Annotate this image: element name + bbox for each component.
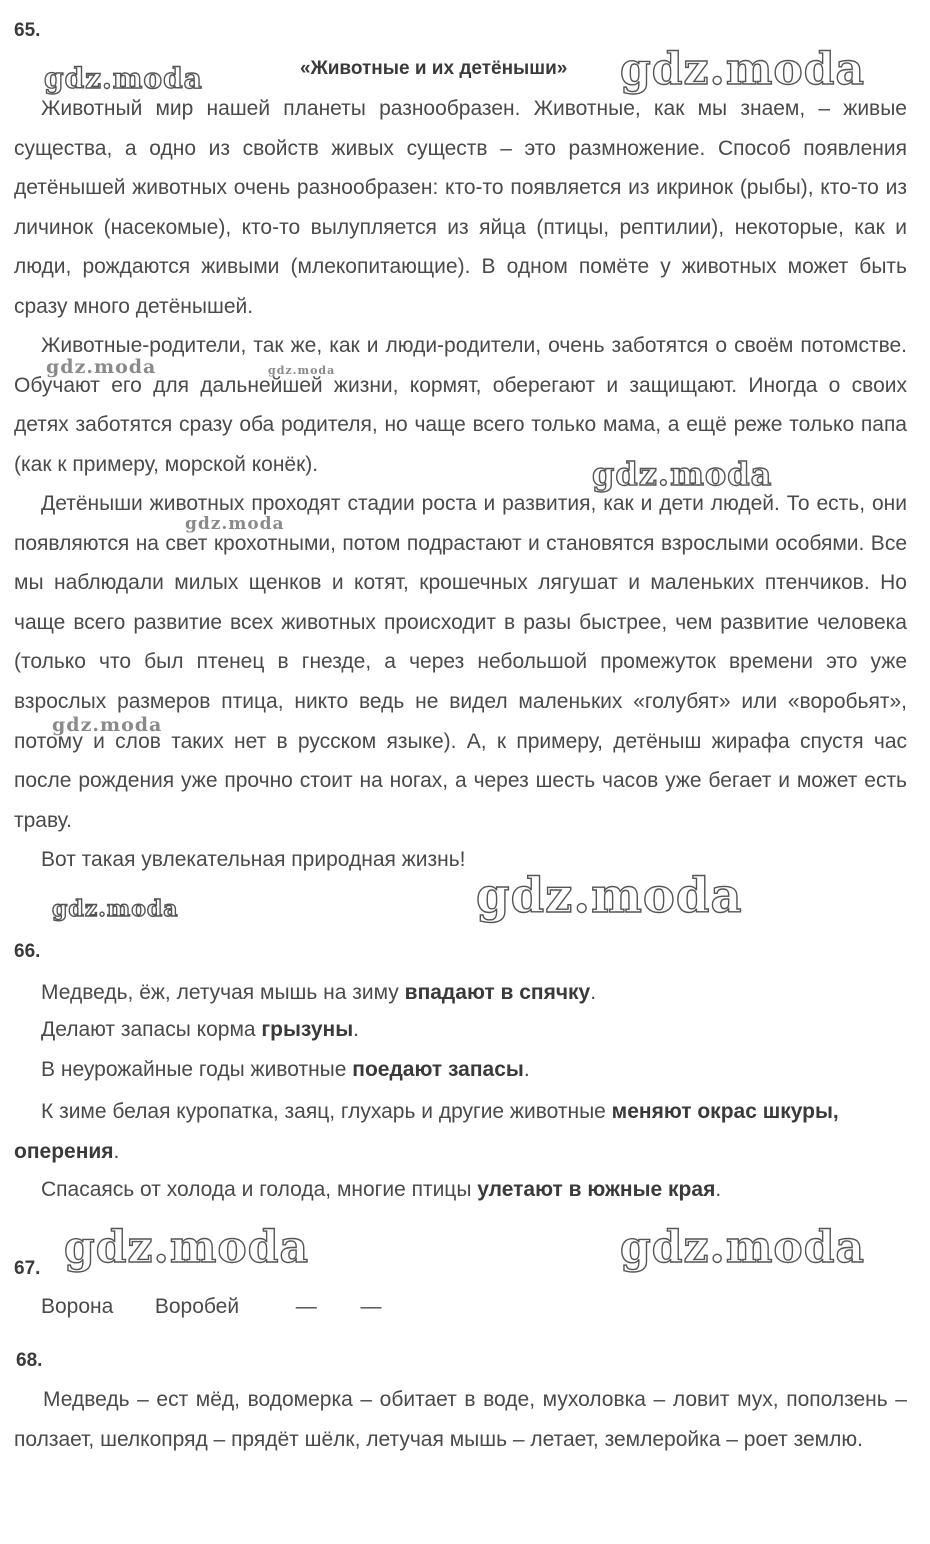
answer-bold: поедают запасы: [352, 1058, 524, 1081]
watermark: gdz.moda: [44, 62, 203, 95]
task-number-65: 65.: [14, 20, 41, 41]
paragraph-4: Вот такая увлекательная природная жизнь!: [41, 848, 466, 871]
answer-bold: впадают в спячку: [404, 981, 591, 1004]
bird-item: Ворона: [41, 1295, 114, 1318]
bird-item: Воробей: [154, 1295, 240, 1318]
watermark: gdz.moda: [185, 514, 285, 534]
answer-line-migrate: Спасаясь от холода и голода, многие птицы улетают в южные края.: [41, 1178, 722, 1201]
watermark: gdz.moda: [592, 455, 773, 493]
dash-item: —: [295, 1295, 317, 1318]
bird-list: [41, 1292, 382, 1322]
watermark: gdz.moda: [52, 714, 163, 736]
paragraph-1: Животный мир нашей планеты разнообразен. Животные, как мы знаем, – живые существа, а одно из свойств живых существ – это размножение. Способ появления детёнышей животных очень разнообразен: кто-то появляется из икринок (рыбы), кто-то из личинок (насекомые), кто-то вылупляется из яйца (птицы, рептилии), некоторые, как и люди, рождаются живыми (млекопитающие). В одном помёте у животных может быть сразу много детёнышей.: [14, 97, 907, 318]
watermark: gdz.moda: [476, 868, 743, 924]
answer-line-hibernate: Медведь, ёж, летучая мышь на зиму впадают в спячку.: [41, 981, 597, 1004]
paragraph-3: Детёныши животных проходят стадии роста и развития, как и дети людей. То есть, они появляются на свет крохотными, потом подрастают и становятся взрослыми особями. Все мы наблюдали милых щенков и котят, крошечных лягушат и маленьких птенчиков. Но чаще всего развитие всех животных происходит в разы быстрее, чем развитие человека (только что был птенец в гнезде, а через небольшой промежуток времени это уже взрослых размеров птица, никто ведь не видел маленьких «голубят» или «воробьят», потому и слов таких нет в русском языке). А, к примеру, детёныш жирафа спустя час после рождения уже прочно стоит на ногах, а через шесть часов уже бегает и может есть траву.: [14, 492, 907, 832]
task-number-67: 67.: [14, 1258, 41, 1279]
paragraph-68: Медведь – ест мёд, водомерка – обитает в воде, мухоловка – ловит мух, поползень – ползает, шелкопряд – прядёт шёлк, летучая мышь – летает, землеройка – роет землю.: [14, 1388, 907, 1451]
watermark: gdz.moda: [46, 356, 157, 378]
answer-line-reserves: В неурожайные годы животные поедают запасы.: [41, 1058, 530, 1081]
answer-bold: грызуны: [261, 1018, 354, 1041]
task-number-68: 68.: [16, 1350, 43, 1371]
watermark: gdz.moda: [620, 44, 866, 95]
watermark: gdz.moda: [268, 364, 336, 377]
answer-line-rodents: Делают запасы корма грызуны.: [41, 1018, 359, 1041]
task-number-66: 66.: [14, 941, 41, 962]
essay-title: «Животные и их детёныши»: [300, 58, 568, 79]
watermark: gdz.moda: [52, 896, 179, 922]
answer-line-color-change: К зиме белая куропатка, заяц, глухарь и другие животные меняют окрас шкуры, оперения.: [14, 1100, 839, 1163]
answer-bold: меняют окрас шкуры, оперения: [14, 1100, 839, 1163]
paragraph-2: Животные-родители, так же, как и люди-родители, очень заботятся о своём потомстве. Обучают его для дальнейшей жизни, кормят, оберегают и защищают. Иногда о своих детях заботятся сразу оба родителя, но чаще всего только мама, а ещё реже только папа (как к примеру, морской конёк).: [14, 334, 907, 476]
dash-item: —: [360, 1295, 382, 1318]
watermark: gdz.moda: [64, 1222, 310, 1273]
watermark: gdz.moda: [620, 1222, 866, 1273]
answer-bold: улетают в южные края: [477, 1178, 716, 1201]
